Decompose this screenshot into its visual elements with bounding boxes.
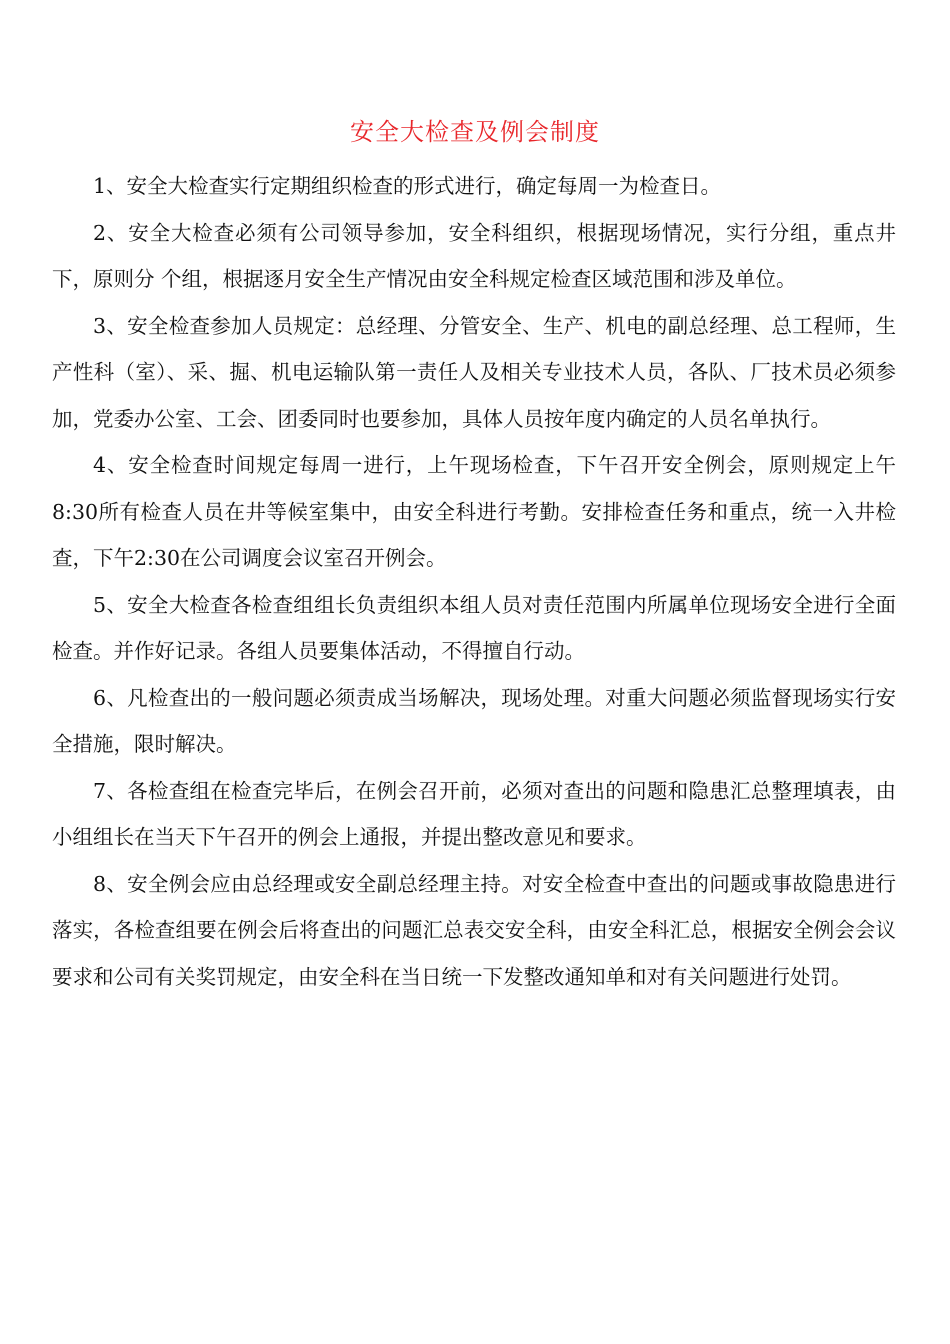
paragraph-8: 8、安全例会应由总经理或安全副总经理主持。对安全检查中查出的问题或事故隐患进行落实，各检查组要在例会后将查出的问题汇总表交安全科，由安全科汇总，根据安全例会会议要求和公司有关奖罚规定，由安全科在当日统一下发整改通知单和对有关问题进行处罚。 xyxy=(52,871,896,989)
paragraph-1: 1、安全大检查实行定期组织检查的形式进行，确定每周一为检查日。 xyxy=(93,174,722,198)
paragraph-4: 4、安全检查时间规定每周一进行，上午现场检查，下午召开安全例会，原则规定上午8:30所有检查人员在井等候室集中，由安全科进行考勤。安排检查任务和重点，统一入井检查，下午2:30在公司调度会议室召开例会。 xyxy=(52,453,896,570)
document-title: 安全大检查及例会制度 xyxy=(350,118,600,146)
paragraph-2: 2、安全大检查必须有公司领导参加，安全科组织，根据现场情况，实行分组，重点井下，原则分 个组，根据逐月安全生产情况由安全科规定检查区域范围和涉及单位。 xyxy=(52,220,896,291)
paragraph-7: 7、各检查组在检查完毕后，在例会召开前，必须对查出的问题和隐患汇总整理填表，由小组组长在当天下午召开的例会上通报，并提出整改意见和要求。 xyxy=(52,778,896,849)
paragraph-6: 6、凡检查出的一般问题必须责成当场解决，现场处理。对重大问题必须监督现场实行安全措施，限时解决。 xyxy=(52,685,896,756)
paragraph-5: 5、安全大检查各检查组组长负责组织本组人员对责任范围内所属单位现场安全进行全面检查。并作好记录。各组人员要集体活动，不得擅自行动。 xyxy=(52,592,896,663)
paragraph-3: 3、安全检查参加人员规定：总经理、分管安全、生产、机电的副总经理、总工程师，生产性科（室）、采、掘、机电运输队第一责任人及相关专业技术人员，各队、厂技术员必须参加，党委办公室、工会、团委同时也要参加，具体人员按年度内确定的人员名单执行。 xyxy=(52,313,896,431)
document-body xyxy=(52,163,896,1000)
